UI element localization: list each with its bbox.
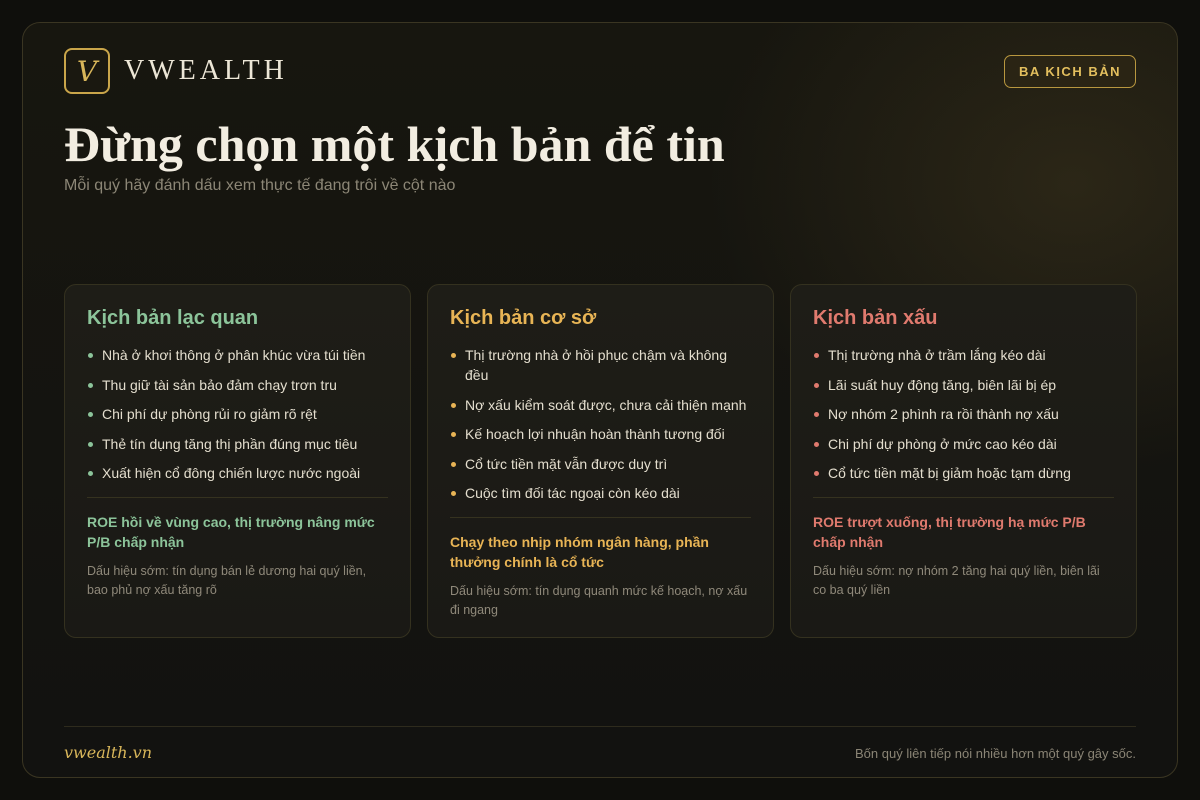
footer-divider (64, 726, 1136, 727)
roe-outcome: Chạy theo nhịp nhóm ngân hàng, phần thưởng chính là cổ tức (450, 534, 709, 570)
slide-frame (22, 22, 1178, 778)
list-item: Nợ xấu kiểm soát được, chưa cải thiện mạnh (450, 395, 751, 415)
scenario-cards (64, 284, 1137, 638)
footer-site-link[interactable]: vwealth.vn (64, 743, 153, 762)
list-item: Kế hoạch lợi nhuận hoàn thành tương đối (450, 424, 751, 444)
list-item: Thị trường nhà ở hồi phục chậm và không đều (450, 345, 751, 385)
page-subtitle: Mỗi quý hãy đánh dấu xem thực tế đang trôi về cột nào (64, 177, 456, 194)
logo-icon (64, 48, 110, 94)
card-list (450, 345, 751, 503)
header (64, 48, 1136, 94)
list-item: Nợ nhóm 2 phình ra rồi thành nợ xấu (813, 404, 1114, 424)
card-title: Kịch bản xấu (813, 307, 938, 329)
card-optimistic (64, 284, 411, 638)
card-title: Kịch bản lạc quan (87, 307, 259, 329)
page-title: Đừng chọn một kịch bản để tin (64, 116, 725, 172)
list-item: Chi phí dự phòng ở mức cao kéo dài (813, 434, 1114, 454)
card-bad (790, 284, 1137, 638)
list-item: Cổ tức tiền mặt vẫn được duy trì (450, 454, 751, 474)
brand-name: VWEALTH (124, 55, 288, 86)
roe-outcome: ROE trượt xuống, thị trường hạ mức P/B chấp nhận (813, 514, 1086, 550)
roe-outcome: ROE hồi về vùng cao, thị trường nâng mức P/B chấp nhận (87, 514, 375, 550)
early-signal: Dấu hiệu sớm: tín dụng quanh mức kế hoạch, nợ xấu đi ngang (450, 584, 748, 617)
list-item: Cuộc tìm đối tác ngoại còn kéo dài (450, 483, 751, 503)
divider (87, 497, 388, 498)
scenario-badge: BA KỊCH BẢN (1004, 55, 1136, 88)
list-item: Lãi suất huy động tăng, biên lãi bị ép (813, 375, 1114, 395)
list-item: Thu giữ tài sản bảo đảm chạy trơn tru (87, 375, 388, 395)
list-item: Thị trường nhà ở trầm lắng kéo dài (813, 345, 1114, 365)
list-item: Nhà ở khơi thông ở phân khúc vừa túi tiền (87, 345, 388, 365)
card-title: Kịch bản cơ sở (450, 307, 597, 329)
logo-letter: V (76, 54, 98, 88)
list-item: Thẻ tín dụng tăng thị phần đúng mục tiêu (87, 434, 388, 454)
card-list (813, 345, 1114, 483)
early-signal: Dấu hiệu sớm: tín dụng bán lẻ dương hai quý liền, bao phủ nợ xấu tăng rõ (87, 564, 367, 597)
list-item: Cổ tức tiền mặt bị giảm hoặc tạm dừng (813, 463, 1114, 483)
card-list (87, 345, 388, 483)
early-signal: Dấu hiệu sớm: nợ nhóm 2 tăng hai quý liền, biên lãi co ba quý liền (813, 564, 1100, 597)
list-item: Xuất hiện cổ đông chiến lược nước ngoài (87, 463, 388, 483)
divider (450, 517, 751, 518)
footer-note: Bốn quý liên tiếp nói nhiều hơn một quý gây sốc. (855, 746, 1136, 761)
card-base (427, 284, 774, 638)
brand (64, 48, 288, 94)
list-item: Chi phí dự phòng rủi ro giảm rõ rệt (87, 404, 388, 424)
divider (813, 497, 1114, 498)
